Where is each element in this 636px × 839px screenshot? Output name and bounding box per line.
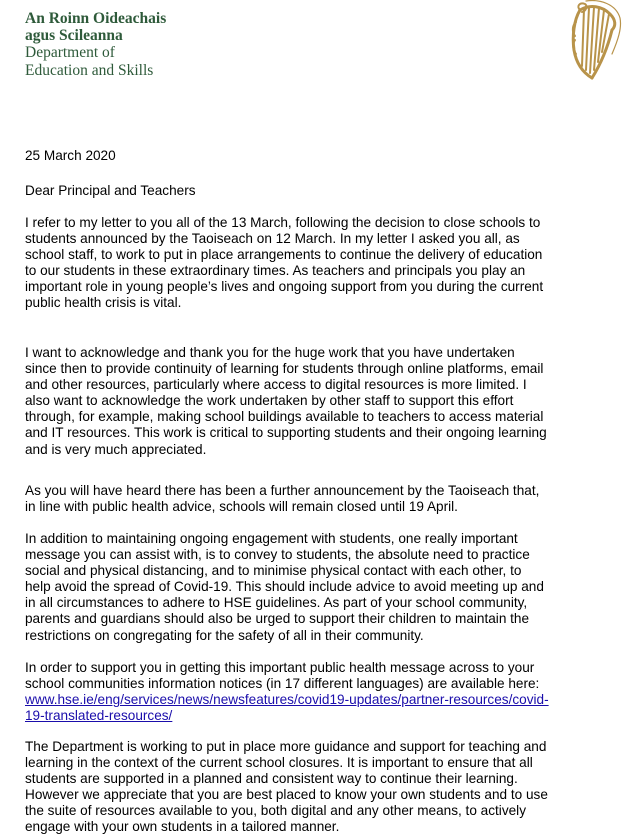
paragraph-line: I want to acknowledge and thank you for the huge work that you have undertaken (25, 345, 515, 360)
paragraph-line: As you will have heard there has been a further announcement by the Taoiseach that, (25, 483, 540, 498)
letter-date: 25 March 2020 (25, 148, 116, 163)
letterhead-english-line-1: Department of (25, 44, 115, 62)
link-line[interactable]: 19-translated-resources/ (25, 708, 173, 724)
paragraph-line: public health crisis is vital. (25, 295, 182, 311)
body-paragraph-5 (25, 660, 585, 724)
paragraph-line: help avoid the spread of Covid-19. This should include advice to avoid meeting up and (25, 579, 544, 595)
harp-icon (566, 0, 622, 80)
body-paragraph-4 (25, 531, 585, 644)
letter-salutation: Dear Principal and Teachers (25, 183, 196, 198)
paragraph-line: in all circumstances to adhere to HSE guidelines. As part of your school community, (25, 595, 528, 611)
body-paragraph-2 (25, 345, 585, 458)
body-paragraph-6 (25, 739, 585, 836)
paragraph-line: students are supported in a planned and consistent way to continue their learning. (25, 771, 518, 787)
link-line[interactable]: www.hse.ie/eng/services/news/newsfeatures/covid19-updates/partner-resources/covid- (25, 692, 549, 708)
paragraph-line: message you can assist with, is to convey to students, the absolute need to practice (25, 547, 530, 563)
paragraph-line: school staff, to work to put in place arrangements to continue the delivery of education (25, 247, 543, 263)
paragraph-line: I refer to my letter to you all of the 13 March, following the decision to close schools to (25, 215, 541, 230)
paragraph-line: in line with public health advice, schools will remain closed until 19 April. (25, 499, 458, 515)
paragraph-line: students announced by the Taoiseach on 12 March. In my letter I asked you all, as (25, 231, 520, 247)
paragraph-line: learning in the context of the current school closures. It is important to ensure that all (25, 755, 533, 771)
body-paragraph-3 (25, 483, 585, 515)
letterhead-irish-line-1: An Roinn Oideachais (25, 10, 167, 27)
hse-resources-link[interactable] (25, 692, 585, 724)
paragraph-line: school communities information notices (in 17 different languages) are available here: (25, 676, 540, 692)
paragraph-line: the suite of resources available to you, both digital and any other means, to actively (25, 803, 526, 819)
paragraph-line: social and physical distancing, and to minimise physical contact with each other, to (25, 563, 522, 579)
paragraph-line: The Department is working to put in place more guidance and support for teaching and (25, 739, 547, 754)
body-paragraph-1 (25, 215, 585, 312)
paragraph-line: and IT resources. This work is critical to supporting students and their ongoing learning (25, 425, 547, 441)
paragraph-line: and other resources, particularly where access to digital resources is more limited. I (25, 377, 527, 393)
paragraph-line: However we appreciate that you are best placed to know your own students and to use (25, 787, 548, 803)
paragraph-line: also want to acknowledge the work undertaken by other staff to support this effort (25, 393, 514, 409)
paragraph-line: restrictions on congregating for the safety of all in their community. (25, 627, 424, 643)
letterhead (25, 10, 166, 79)
paragraph-line: In order to support you in getting this important public health message across to your (25, 660, 535, 675)
paragraph-line: parents and guardians should also be urged to support their children to maintain the (25, 611, 530, 627)
paragraph-line: to our students in these extraordinary times. As teachers and principals you play an (25, 263, 526, 279)
paragraph-line: since then to provide continuity of learning for students through online platforms, email (25, 361, 544, 377)
paragraph-line: and is very much appreciated. (25, 441, 207, 457)
paragraph-line: In addition to maintaining ongoing engagement with students, one really important (25, 531, 518, 546)
paragraph-line: engage with your own students in a tailored manner. (25, 819, 340, 835)
letterhead-irish-line-2: agus Scileanna (25, 27, 123, 45)
paragraph-line: important role in young people’s lives and ongoing support from you during the current (25, 279, 544, 295)
letterhead-english-line-2: Education and Skills (25, 61, 154, 79)
paragraph-line: through, for example, making school buildings available to teachers to access material (25, 409, 544, 425)
